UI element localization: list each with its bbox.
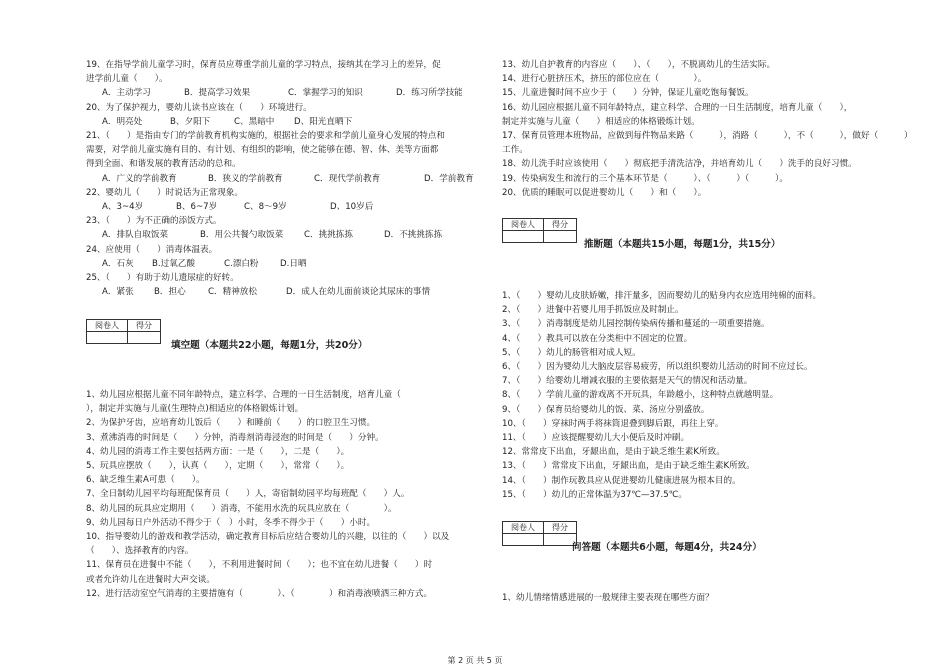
fill-line: 7、全日制幼儿园平均每班配保育员（ ）人，寄宿制幼园平均每班配（ ）人。 xyxy=(86,489,410,500)
option: B．用公共餐勺取饭菜 xyxy=(200,230,284,241)
fill-line: 17、保育员管理本班物品，应做到每件物品来路（ ），消路（ ），不（ ），做好（ ） xyxy=(502,131,913,142)
option: D、10岁后 xyxy=(330,202,374,213)
fill-line: 1、幼儿园应根据儿童不同年龄特点，建立科学、合理的一日生活制度，培育儿童（ xyxy=(86,390,401,400)
fill-line: 13、幼儿自护教育的内容应（ ）、（ ），不脱离幼儿的生活实际。 xyxy=(502,60,776,70)
q21-options xyxy=(86,172,486,186)
reviewer-label: 阅卷人 xyxy=(87,320,128,332)
judge-line: 14、（ ）制作玩教具应从促进婴幼儿健康进展为根本目的。 xyxy=(502,475,741,486)
judge-questions xyxy=(502,289,902,502)
option: B.过氧乙酸 xyxy=(152,258,196,269)
q23-options xyxy=(86,228,486,242)
score-label: 得分 xyxy=(128,320,161,332)
q20-stem: 20、为了保护视力，婴幼儿读书应该在（ ）环境进行。 xyxy=(86,102,312,113)
q24-stem: 24、应使用（ ）消毒体温表。 xyxy=(86,244,218,255)
judge-line: 5、（ ）幼儿的肠管相对成人短。 xyxy=(502,347,641,358)
q22-options xyxy=(86,200,486,214)
fill-line: ），制定并实施与儿童(生理特点)相适应的体格锻炼计划。 xyxy=(86,404,304,415)
option: C、黑暗中 xyxy=(234,116,275,127)
option: B、6~7岁 xyxy=(176,202,218,213)
option: A．排队自取饭菜 xyxy=(102,230,169,241)
page-footer: 第 2 页 共 5 页 xyxy=(447,656,503,665)
judge-line: 9、（ ）保育员给婴幼儿的饭、菜、汤应分别盛放。 xyxy=(502,404,710,415)
option: B．狭义的学前教育 xyxy=(208,173,283,184)
fill-line: 6、缺乏维生素A可患（ ）。 xyxy=(86,475,205,486)
score-box xyxy=(502,218,577,243)
fill-line: 3、煮沸消毒的时间是（ ）分钟，消毒剂消毒浸泡的时间是（ ）分钟。 xyxy=(86,432,384,443)
option: C、8～9岁 xyxy=(244,202,287,213)
judge-line: 8、（ ）学前儿童的游戏离不开玩具，年龄越小，这种特点就越明显。 xyxy=(502,390,779,401)
option: C．挑挑拣拣 xyxy=(304,230,353,241)
fill-line: 15、儿童进餐时间不应少于（ ）分钟，保证儿童吃饱每餐饭。 xyxy=(502,88,754,99)
fill-line: 11、保育员在进餐中不能（ ），不利用进餐时间（ ）；也不宜在幼儿进餐（ ）时 xyxy=(86,560,433,571)
option: D.日晒 xyxy=(280,258,307,269)
judge-line: 3、（ ）消毒制度是幼儿园控制传染病传播和蔓延的一项重要措施。 xyxy=(502,319,770,330)
option: A．紧张 xyxy=(102,287,134,298)
fill-line: 2、为保护牙齿，应培育幼儿饭后（ ）和睡前（ ）的口腔卫生习惯。 xyxy=(86,418,376,429)
option: A．广义的学前教育 xyxy=(102,173,177,184)
option: D．成人在幼儿面前谈论其尿床的事情 xyxy=(286,287,431,298)
option: D、阳光直晒下 xyxy=(294,116,353,127)
option: C．现代学前教育 xyxy=(314,173,381,184)
fill-line: 4、幼儿园的消毒工作主要包括两方面：一是（ ），二是（ ）。 xyxy=(86,446,350,457)
judge-line: 2、（ ）进餐中若婴儿用手抓饭应及时制止。 xyxy=(502,305,684,316)
left-column xyxy=(86,58,486,299)
judge-section-title: 推断题（本题共15小题，每题1分，共15分） xyxy=(584,239,781,250)
q22-stem: 22、婴幼儿（ ）时说话为正常现象。 xyxy=(86,187,244,198)
judge-line: 10、（ ）穿袜时两手将袜筒退叠到脚后跟，再往上穿。 xyxy=(502,418,724,429)
option: B、夕阳下 xyxy=(170,116,211,127)
option: D．练习所学技能 xyxy=(396,88,463,99)
fill-line: 或者允许幼儿在进餐时大声交谈。 xyxy=(86,574,215,585)
q19-stem: 19、在指导学前儿童学习时，保育员应尊重学前儿童的学习特点，接纳其在学习上的差异，促 xyxy=(86,60,441,70)
fill-line: 9、幼儿园每日户外活动不得少于（ ）小时，冬季不得少于（ ）小时。 xyxy=(86,517,376,528)
q25-stem: 25、（ ）有助于幼儿遗尿症的好转。 xyxy=(86,273,239,284)
fill-line: （ ）、选择教育的内容。 xyxy=(86,546,194,557)
judge-line: 1、（ ）婴幼儿皮肤娇嫩，排汗量多，因而婴幼儿的贴身内衣应选用纯棉的面料。 xyxy=(502,291,822,301)
qa-questions xyxy=(502,591,902,605)
option: B．提高学习效果 xyxy=(184,88,251,99)
fill-questions-right xyxy=(502,58,913,200)
reviewer-label: 阅卷人 xyxy=(503,522,544,534)
q21-stem-cont: 需要，对学前儿童实施有目的、有计划、有组织的影响，使之能够在德、智、体、美等方面都 xyxy=(86,145,439,156)
fill-line: 20、优质的睡眠可以促进婴幼儿（ ）和（ ）。 xyxy=(502,187,707,198)
fill-questions-left xyxy=(86,388,486,601)
reviewer-cell xyxy=(503,231,544,243)
qa-section-title: 问答题（本题共6小题，每题4分，共24分） xyxy=(572,542,762,553)
judge-line: 13、（ ）常常皮下出血，牙龈出血，是由于缺乏维生素K所致。 xyxy=(502,461,755,472)
q19-stem-cont: 进学前儿童（ ）。 xyxy=(86,74,168,85)
q24-options xyxy=(86,257,486,271)
option: C．掌握学习的知识 xyxy=(288,88,363,99)
option: A．明亮处 xyxy=(102,116,143,127)
option: A．石灰 xyxy=(102,258,134,269)
fill-section-title: 填空题（本题共22小题，每题1分，共20分） xyxy=(171,340,368,351)
fill-line: 19、传染病发生和流行的三个基本环节是（ ）、（ ）（ ）。 xyxy=(502,173,788,184)
q20-options xyxy=(86,115,486,129)
fill-line: 14、进行心脏挤压术，挤压的部位应在（ ）。 xyxy=(502,74,707,85)
score-label: 得分 xyxy=(544,219,577,231)
judge-line: 15、（ ）幼儿的正常体温为37℃—37.5℃。 xyxy=(502,489,687,500)
judge-line: 12、常常皮下出血，牙龈出血，是由于缺乏维生素K所致。 xyxy=(502,447,725,458)
fill-line: 12、进行活动室空气消毒的主要措施有（ ）、（ ）和消毒液喷洒三种方式。 xyxy=(86,588,433,599)
score-cell xyxy=(544,231,577,243)
judge-line: 11、（ ）应该提醒婴幼儿大小便后及时冲刷。 xyxy=(502,433,690,444)
q25-options xyxy=(86,285,486,299)
option: D．不挑挑拣拣 xyxy=(384,230,443,241)
option: C.漂白粉 xyxy=(224,258,259,269)
option: A．主动学习 xyxy=(102,88,151,99)
option: C．精神放松 xyxy=(208,287,257,298)
score-box xyxy=(86,319,161,344)
fill-line: 10、指导婴幼儿的游戏和教学活动，确定教育目标后应结合婴幼儿的兴趣，以往的（ ）以及 xyxy=(86,532,450,543)
fill-line: 制定并实施与儿童（ ）相适应的体格锻炼计划。 xyxy=(502,116,700,127)
fill-line: 16、幼儿园应根据儿童不同年龄特点，建立科学、合理的一日生活制度，培育儿童（ ）， xyxy=(502,102,853,113)
qa-line: 1、幼儿情绪情感进展的一般规律主要表现在哪些方面？ xyxy=(502,593,714,603)
option: D．学前教育 xyxy=(424,173,474,184)
fill-line: 工作。 xyxy=(502,145,528,156)
fill-line: 5、玩具应摆放（ ），认真（ ），定期（ ），常常（ ）。 xyxy=(86,461,350,472)
score-box xyxy=(502,521,577,546)
q19-options xyxy=(86,86,486,100)
reviewer-cell xyxy=(503,534,544,546)
option: B．担心 xyxy=(154,287,186,298)
reviewer-label: 阅卷人 xyxy=(503,219,544,231)
score-cell xyxy=(128,332,161,344)
reviewer-cell xyxy=(87,332,128,344)
score-label: 得分 xyxy=(544,522,577,534)
judge-line: 6、（ ）因为婴幼儿大脑皮层容易疲劳，所以组织婴幼儿活动的时间不应过长。 xyxy=(502,362,813,373)
q21-stem: 21、（ ）是指由专门的学前教育机构实施的，根据社会的要求和学前儿童身心发展的特点和 xyxy=(86,131,445,142)
judge-line: 7、（ ）给婴幼儿增减衣服的主要依据是天气的情况和活动量。 xyxy=(502,376,753,387)
judge-line: 4、（ ）教具可以放在分类柜中不固定的位置。 xyxy=(502,333,693,344)
fill-line: 18、幼儿洗手时应该使用（ ）彻底把手清洗洁净，并培育幼儿（ ）洗手的良好习惯。 xyxy=(502,159,857,170)
q21-stem-cont: 得到全面、和谐发展的教育活动的总和。 xyxy=(86,159,241,170)
q23-stem: 23、（ ）为不正确的添饭方式。 xyxy=(86,216,222,227)
option: A、3~4岁 xyxy=(102,202,144,213)
fill-line: 8、幼儿园的玩具应定期用（ ）消毒，不能用水洗的玩具应放在（ ）。 xyxy=(86,503,397,514)
